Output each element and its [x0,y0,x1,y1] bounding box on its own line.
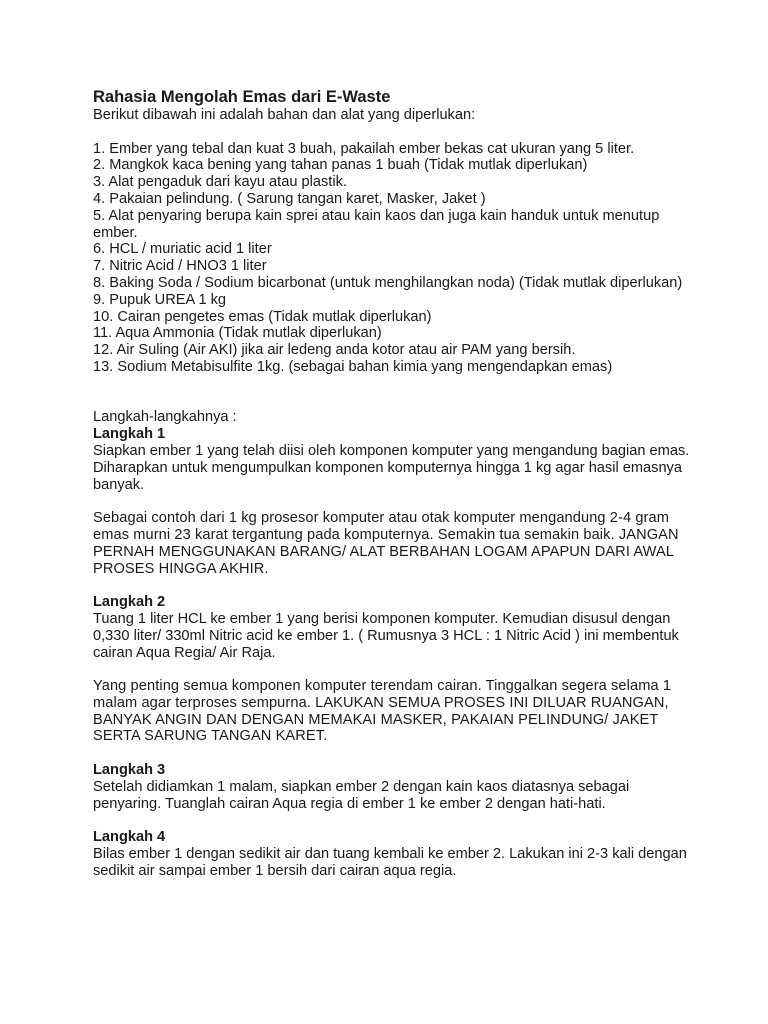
step-2-paragraph: Tuang 1 liter HCL ke ember 1 yang berisi komponen komputer. Kemudian disusul dengan 0,330 liter/ 330ml Nitric acid ke ember 1. ( Rumusnya 3 HCL : 1 Nitric Acid ) ini membentuk cairan Aqua Regia/ Air Raja. [93,610,679,661]
steps-heading: Langkah-langkahnya : [93,409,237,426]
list-item: 13. Sodium Metabisulfite 1kg. (sebagai bahan kimia yang mengendapkan emas) [93,358,613,375]
document-page [93,88,693,880]
document-title: Rahasia Mengolah Emas dari E-Waste [93,88,391,106]
list-item: 5. Alat penyaring berupa kain sprei atau kain kaos dan juga kain handuk untuk menutup ember. [93,207,660,241]
list-item: 1. Ember yang tebal dan kuat 3 buah, pakailah ember bekas cat ukuran yang 5 liter. [93,140,635,157]
step-2-paragraph: Yang penting semua komponen komputer terendam cairan. Tinggalkan segera selama 1 malam agar terproses sempurna. LAKUKAN SEMUA PROSES INI DILUAR RUANGAN, BANYAK ANGIN DAN DENGAN MEMAKAI MASKER, PAKAIAN PELINDUNG/ JAKET SERTA SARUNG TANGAN KARET. [93,678,672,745]
step-1-paragraph: Siapkan ember 1 yang telah diisi oleh komponen komputer yang mengandung bagian emas. Diharapkan untuk mengumpulkan komponen komputernya hingga 1 kg agar hasil emasnya banyak. [93,442,690,493]
step-3-paragraph: Setelah didiamkan 1 malam, siapkan ember 2 dengan kain kaos diatasnya sebagai penyaring. Tuanglah cairan Aqua regia di ember 1 ke ember 2 dengan hati-hati. [93,778,630,812]
step-1-paragraph: Sebagai contoh dari 1 kg prosesor komputer atau otak komputer mengandung 2-4 gram emas murni 23 karat tergantung pada komputernya. Semakin tua semakin baik. JANGAN PERNAH MENGGUNAKAN BARANG/ ALAT BERBAHAN LOGAM APAPUN DARI AWAL PROSES HINGGA AKHIR. [93,510,679,577]
list-item: 10. Cairan pengetes emas (Tidak mutlak diperlukan) [93,308,432,325]
list-item: 3. Alat pengaduk dari kayu atau plastik. [93,174,347,191]
list-item: 9. Pupuk UREA 1 kg [93,291,227,308]
spacer [93,493,693,510]
spacer [93,745,693,762]
list-item: 12. Air Suling (Air AKI) jika air ledeng anda kotor atau air PAM yang bersih. [93,342,576,359]
list-item: 4. Pakaian pelindung. ( Sarung tangan karet, Masker, Jaket ) [93,190,486,207]
spacer [93,661,693,678]
list-item: 8. Baking Soda / Sodium bicarbonat (untuk menghilangkan noda) (Tidak mutlak diperlukan) [93,274,683,291]
list-item: 2. Mangkok kaca bening yang tahan panas 1 buah (Tidak mutlak diperlukan) [93,157,588,174]
list-item: 11. Aqua Ammonia (Tidak mutlak diperlukan) [93,325,382,342]
intro-text: Berikut dibawah ini adalah bahan dan alat yang diperlukan: [93,107,476,123]
step-3-title: Langkah 3 [93,762,166,779]
step-2-title: Langkah 2 [93,594,166,611]
spacer [93,812,693,829]
list-item: 7. Nitric Acid / HNO3 1 liter [93,258,267,275]
list-item: 6. HCL / muriatic acid 1 liter [93,241,272,258]
step-4-title: Langkah 4 [93,829,166,846]
step-1-title: Langkah 1 [93,426,166,443]
materials-list [93,141,693,376]
spacer [93,124,693,141]
spacer [93,577,693,594]
spacer [93,376,693,410]
step-4-paragraph: Bilas ember 1 dengan sedikit air dan tuang kembali ke ember 2. Lakukan ini 2-3 kali dengan sedikit air sampai ember 1 bersih dari cairan aqua regia. [93,846,687,879]
